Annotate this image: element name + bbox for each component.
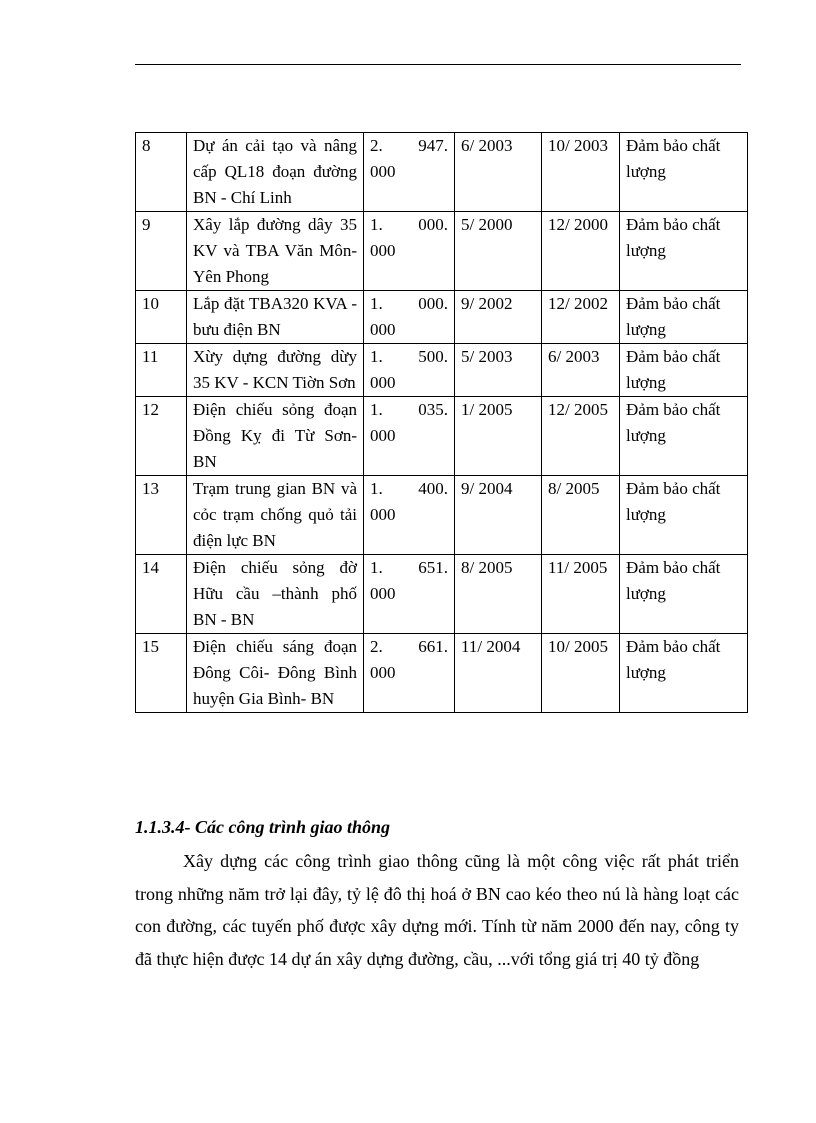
value-first-line xyxy=(370,133,448,159)
row-number-cell: 10 xyxy=(136,291,187,344)
value-part-b: 400. xyxy=(418,479,448,498)
section-paragraph: Xây dựng các công trình giao thông cũng là một công việc rất phát triển trong những năm trở lại đây, tỷ lệ đô thị hoá ở BN cao kéo theo nú là hàng loạt các con đường, các tuyến phố được xây dựng mới. Tính từ năm 2000 đến nay, công ty đã thực hiện được 14 dự án xây dựng đường, cầu, ...với tổng giá trị 40 tỷ đồng xyxy=(135,851,739,969)
project-value-cell xyxy=(364,344,455,397)
value-part-c: 000 xyxy=(370,320,396,339)
project-value-cell xyxy=(364,555,455,634)
start-date-cell: 1/ 2005 xyxy=(455,397,542,476)
value-part-b: 500. xyxy=(418,347,448,366)
value-part-c: 000 xyxy=(370,241,396,260)
start-date-cell: 9/ 2004 xyxy=(455,476,542,555)
header-rule xyxy=(135,64,741,65)
quality-cell: Đảm bảo chất lượng xyxy=(620,634,748,713)
project-value-cell xyxy=(364,397,455,476)
project-value-cell xyxy=(364,212,455,291)
value-part-c: 000 xyxy=(370,505,396,524)
table-row xyxy=(136,133,748,212)
value-part-a: 1. xyxy=(370,400,383,419)
row-number-cell: 15 xyxy=(136,634,187,713)
value-part-a: 1. xyxy=(370,347,383,366)
value-part-b: 651. xyxy=(418,558,448,577)
project-value-cell xyxy=(364,476,455,555)
value-first-line xyxy=(370,476,448,502)
row-number-cell: 14 xyxy=(136,555,187,634)
projects-table xyxy=(135,132,748,713)
start-date-cell: 5/ 2003 xyxy=(455,344,542,397)
row-number-cell: 12 xyxy=(136,397,187,476)
value-first-line xyxy=(370,291,448,317)
value-first-line xyxy=(370,397,448,423)
end-date-cell: 12/ 2002 xyxy=(542,291,620,344)
value-first-line xyxy=(370,555,448,581)
value-part-c: 000 xyxy=(370,373,396,392)
row-number-cell: 13 xyxy=(136,476,187,555)
value-part-c: 000 xyxy=(370,584,396,603)
value-part-a: 1. xyxy=(370,479,383,498)
project-name-cell: Điện chiếu sỏng đoạn Đồng Kỵ đi Từ Sơn- BN xyxy=(187,397,364,476)
project-value-cell xyxy=(364,634,455,713)
project-name-cell: Xây lắp đường dây 35 KV và TBA Văn Môn- Yên Phong xyxy=(187,212,364,291)
start-date-cell: 11/ 2004 xyxy=(455,634,542,713)
quality-cell: Đảm bảo chất lượng xyxy=(620,133,748,212)
table-row xyxy=(136,476,748,555)
project-value-cell xyxy=(364,291,455,344)
quality-cell: Đảm bảo chất lượng xyxy=(620,397,748,476)
end-date-cell: 8/ 2005 xyxy=(542,476,620,555)
value-part-b: 000. xyxy=(418,294,448,313)
start-date-cell: 6/ 2003 xyxy=(455,133,542,212)
project-name-cell: Lắp đặt TBA320 KVA - bưu điện BN xyxy=(187,291,364,344)
row-number-cell: 11 xyxy=(136,344,187,397)
value-part-c: 000 xyxy=(370,663,396,682)
quality-cell: Đảm bảo chất lượng xyxy=(620,212,748,291)
quality-cell: Đảm bảo chất lượng xyxy=(620,291,748,344)
value-part-a: 1. xyxy=(370,558,383,577)
value-part-b: 661. xyxy=(418,637,448,656)
table-row xyxy=(136,397,748,476)
projects-table-body xyxy=(136,133,748,713)
end-date-cell: 10/ 2003 xyxy=(542,133,620,212)
value-first-line xyxy=(370,212,448,238)
value-part-a: 1. xyxy=(370,215,383,234)
value-part-a: 1. xyxy=(370,294,383,313)
project-name-cell: Trạm trung gian BN và cỏc trạm chống quỏ tải điện lực BN xyxy=(187,476,364,555)
end-date-cell: 11/ 2005 xyxy=(542,555,620,634)
project-name-cell: Điện chiếu sáng đoạn Đông Côi- Đông Bình huyện Gia Bình- BN xyxy=(187,634,364,713)
quality-cell: Đảm bảo chất lượng xyxy=(620,344,748,397)
project-name-cell: Điện chiếu sỏng đờ Hữu cầu –thành phố BN - BN xyxy=(187,555,364,634)
end-date-cell: 12/ 2005 xyxy=(542,397,620,476)
value-part-a: 2. xyxy=(370,637,383,656)
value-part-c: 000 xyxy=(370,426,396,445)
start-date-cell: 8/ 2005 xyxy=(455,555,542,634)
end-date-cell: 12/ 2000 xyxy=(542,212,620,291)
section-heading: 1.1.3.4- Các công trình giao thông xyxy=(135,817,391,837)
table-row xyxy=(136,344,748,397)
project-name-cell: Dự án cải tạo và nâng cấp QL18 đoạn đường BN - Chí Linh xyxy=(187,133,364,212)
table-row xyxy=(136,291,748,344)
table-row xyxy=(136,212,748,291)
row-number-cell: 9 xyxy=(136,212,187,291)
value-part-b: 000. xyxy=(418,215,448,234)
project-name-cell: Xừy dựng đường dừy 35 KV - KCN Tiờn Sơn xyxy=(187,344,364,397)
project-value-cell xyxy=(364,133,455,212)
value-part-b: 947. xyxy=(418,136,448,155)
end-date-cell: 6/ 2003 xyxy=(542,344,620,397)
table-row xyxy=(136,634,748,713)
value-first-line xyxy=(370,344,448,370)
table-row xyxy=(136,555,748,634)
row-number-cell: 8 xyxy=(136,133,187,212)
quality-cell: Đảm bảo chất lượng xyxy=(620,555,748,634)
quality-cell: Đảm bảo chất lượng xyxy=(620,476,748,555)
start-date-cell: 5/ 2000 xyxy=(455,212,542,291)
value-part-b: 035. xyxy=(418,400,448,419)
end-date-cell: 10/ 2005 xyxy=(542,634,620,713)
value-part-a: 2. xyxy=(370,136,383,155)
value-first-line xyxy=(370,634,448,660)
value-part-c: 000 xyxy=(370,162,396,181)
start-date-cell: 9/ 2002 xyxy=(455,291,542,344)
